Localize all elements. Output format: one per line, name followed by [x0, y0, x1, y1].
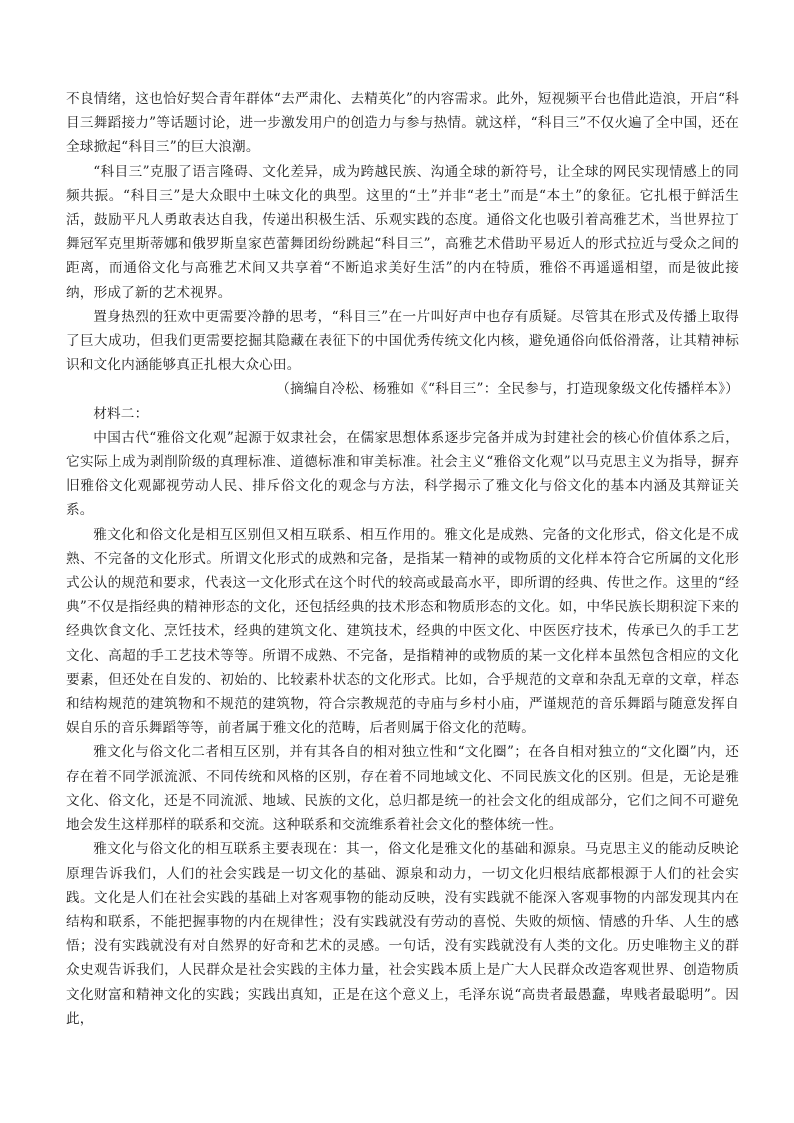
source-citation: （摘编自冷松、杨雅如《“科目三”：全民参与，打造现象级文化传播样本》）: [276, 381, 739, 398]
paragraph-cultural-circles: 雅文化与俗文化二者相互区别，并有其各自的相对独立性和“文化圈”；在各自相对独立的“文化圈”内，还存在着不同学派流派、不同传统和风格的区别，存在着不同地域文化、不同民族文化的区别。但是，无论是雅文化、俗文化，还是不同流派、地域、民族的文化，总归都是统一的社会文化的组成部分，它们之间不可避免地会发生这样那样的联系和交流。这种联系和交流维系着社会文化的整体统一性。: [66, 744, 739, 834]
document-page: [66, 87, 739, 1031]
material-two-heading: 材料二：: [93, 405, 149, 422]
paragraph-elegant-culture-origin: 中国古代“雅俗文化观”起源于奴隶社会，在儒家思想体系逐步完备并成为封建社会的核心价值体系之后，它实际上成为剥削阶级的真理标准、道德标准和审美标准。社会主义“雅俗文化观”以马克思主义为指导，摒弃旧雅俗文化观鄙视劳动人民、排斥俗文化的观念与方法，科学揭示了雅文化与俗文化的基本内涵及其辩证关系。: [66, 429, 739, 519]
paragraph-reflection: 置身热烈的狂欢中更需要冷静的思考，“科目三”在一片叫好声中也存有质疑。尽管其在形式及传播上取得了巨大成功，但我们更需要挖掘其隐藏在表征下的中国优秀传统文化内核，避免通俗向低俗滑落，让其精神标识和文化内涵能够真正扎根大众心田。: [66, 308, 739, 374]
paragraph-mutual-connection: 雅文化与俗文化的相互联系主要表现在：其一，俗文化是雅文化的基础和源泉。马克思主义的能动反映论原理告诉我们，人们的社会实践是一切文化的基础、源泉和动力，一切文化归根结底都根源于人们的社会实践。文化是人们在社会实践的基础上对客观事物的能动反映，没有实践就不能深入客观事物的内部发现其内在结构和联系，不能把握事物的内在规律性；没有实践就没有劳动的喜悦、失败的烦恼、情感的升华、人生的感悟；没有实践就没有对自然界的好奇和艺术的灵感。一句话，没有实践就没有人类的文化。历史唯物主义的群众史观告诉我们，人民群众是社会实践的主体力量，社会实践本质上是广大人民群众改造客观世界、创造物质文化财富和精神文化的实践；实践出真知，正是在这个意义上，毛泽东说“高贵者最愚蠢，卑贱者最聪明”。因此，: [66, 841, 739, 1027]
paragraph-cultural-symbol: “科目三”克服了语言隆碍、文化差异，成为跨越民族、沟通全球的新符号，让全球的网民实现情感上的同频共振。“科目三”是大众眼中土味文化的典型。这里的“土”并非“老土”而是“本土”的象征。它扎根于鲜活生活，鼓励平凡人勇敢表达自我，传递出积极生活、乐观实践的态度。通俗文化也吸引着高雅艺术，当世界拉丁舞冠军克里斯蒂娜和俄罗斯皇家芭蕾舞团纷纷跳起“科目三”，高雅艺术借助平易近人的形式拉近与受众之间的距离，而通俗文化与高雅艺术间又共享着“不断追求美好生活”的内在特质，雅俗不再遥遥相望，而是彼此接纳，形成了新的艺术视界。: [66, 163, 739, 301]
paragraph-intro-continuation: 不良情绪，这也恰好契合青年群体“去严肃化、去精英化”的内容需求。此外，短视频平台也借此造浪，开启“科目三舞蹈接力”等话题讨论，进一步激发用户的创造力与参与热情。就这样，“科目三”不仅火遍了全中国，还在全球掀起“科目三”的巨大浪潮。: [66, 91, 739, 156]
paragraph-elegant-vs-popular: 雅文化和俗文化是相互区别但又相互联系、相互作用的。雅文化是成熟、完备的文化形式，俗文化是不成熟、不完备的文化形式。所谓文化形式的成熟和完备，是指某一精神的或物质的文化样本符合它所属的文化形式公认的规范和要求，代表这一文化形式在这个时代的较高或最高水平，即所谓的经典、传世之作。这里的“经典”不仅是指经典的精神形态的文化，还包括经典的技术形态和物质形态的文化。如，中华民族长期积淀下来的经典饮食文化、烹饪技术，经典的建筑文化、建筑技术，经典的中医文化、中医医疗技术，传承已久的手工艺文化、高超的手工艺技术等等。所谓不成熟、不完备，是指精神的或物质的某一文化样本虽然包含相应的文化要素，但还处在自发的、初始的、比较素朴状态的文化形式。比如，合乎规范的文章和杂乱无章的文章，样态和结构规范的建筑物和不规范的建筑物，符合宗教规范的寺庙与乡村小庙，严谨规范的音乐舞蹈与随意发挥自娱自乐的音乐舞蹈等等，前者属于雅文化的范畴，后者则属于俗文化的范畴。: [66, 526, 739, 737]
